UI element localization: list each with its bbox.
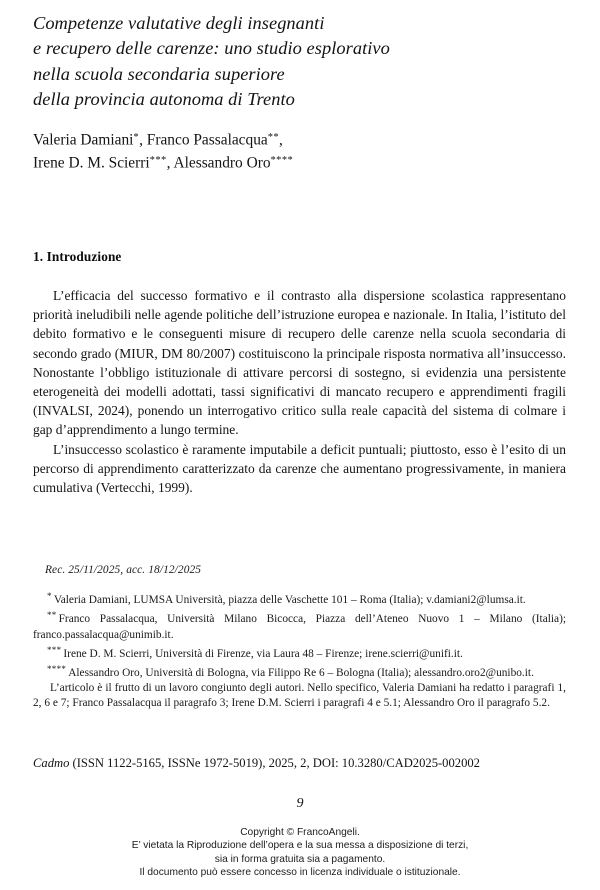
footnote-text-3: Irene D. M. Scierri, Università di Firenze, via Laura 48 – Firenze; irene.scierri@unifi.it. <box>63 647 463 660</box>
author-footnote-mark-4: **** <box>270 155 294 166</box>
footnote-mark-1: * <box>47 591 52 601</box>
author-separator-1: , <box>139 131 147 149</box>
copyright-line-3: sia in forma gratuita sia a pagamento. <box>214 853 386 865</box>
author-separator-2: , <box>166 154 174 172</box>
footnote-text-2: Franco Passalacqua, Università Milano Bicocca, Piazza dell’Ateneo Nuovo 1 – Milano (Italia); franco.passalacqua@unimib.it. <box>33 613 566 641</box>
footnote-mark-3: *** <box>47 644 62 655</box>
article-title <box>33 11 567 113</box>
author-name-scierri: Irene D. M. Scierri <box>33 154 150 172</box>
page-number: 9 <box>296 796 304 811</box>
footnote-affiliation-4 <box>33 662 566 681</box>
footnote-contribution-note: L’articolo è il frutto di un lavoro congiunto degli autori. Nello specifico, Valeria Damiani ha redatto i paragrafi 1, 2, 6 e 7; Franco Passalacqua il paragrafo 3; Irene D.M. Scierri i paragrafi 4 e 5.1; Alessandro Oro il paragrafo 5.2. <box>33 682 566 710</box>
footnote-affiliation-1 <box>33 589 566 608</box>
copyright-line-1: Copyright © FrancoAngeli. <box>240 827 360 838</box>
title-line-2: e recupero delle carenze: uno studio esplorativo <box>33 38 390 59</box>
title-line-1: Competenze valutative degli insegnanti <box>33 13 325 33</box>
footnote-mark-2: ** <box>47 610 57 621</box>
footnote-block <box>33 589 566 712</box>
journal-citation <box>33 755 573 771</box>
author-name-passalacqua: Franco Passalacqua <box>146 131 268 149</box>
copyright-notice <box>0 826 600 880</box>
copyright-line-2: E’ vietata la Riproduzione dell’opera e la sua messa a disposizione di terzi, <box>131 840 469 852</box>
title-line-4: della provincia autonoma di Trento <box>33 89 295 110</box>
author-footnote-mark-2: ** <box>267 132 280 143</box>
footnote-text-4: Alessandro Oro, Università di Bologna, via Filippo Re 6 – Bologna (Italia); alessandro.oro2@unibo.it. <box>68 667 534 679</box>
body-paragraph-1: L’efficacia del successo formativo e il contrasto alla dispersione scolastica rappresentano priorità ineludibili nelle agende politiche dell’istruzione europea e nazionale. In Italia, l’istituto del debito formativo e le conseguenti misure di recupero delle carenze nella scuola secondaria di secondo grado (MIUR, DM 80/2007) costituiscono la principale risposta normativa all’insuccesso. Nonostante l’obbligo istituzionale di attivare percorsi di sostegno, si evidenzia una persistente eterogeneità dei modelli adottati, tassi significativi di mancato recupero e apprendimenti fragili (INVALSI, 2024), ponendo un interrogativo critico sulla reale capacità del sistema di colmare i gap d’apprendimento a lungo termine. <box>33 288 566 438</box>
author-line-2 <box>33 151 567 174</box>
body-text <box>33 286 566 497</box>
journal-name: Cadmo <box>33 756 70 770</box>
title-line-3: nella scuola secondaria superiore <box>33 63 285 84</box>
section-heading-introduzione: 1. Introduzione <box>33 249 122 264</box>
body-paragraph-2: L’insuccesso scolastico è raramente imputabile a deficit puntuali; piuttosto, esso è l’esito di un percorso di apprendimento caratterizzato da carenze che aumentano progressivamente, in maniera cumulativa (Vertecchi, 1999). <box>33 441 566 496</box>
author-footnote-mark-3: *** <box>149 155 167 166</box>
author-line-1-end: , <box>279 131 283 149</box>
footnote-affiliation-3 <box>33 643 566 662</box>
received-accepted-line: Rec. 25/11/2025, acc. 18/12/2025 <box>45 564 202 576</box>
author-name-oro: Alessandro Oro <box>173 154 271 172</box>
author-line-1 <box>33 128 567 151</box>
journal-citation-details: (ISSN 1122-5165, ISSNe 1972-5019), 2025, 2, DOI: 10.3280/CAD2025-002002 <box>69 756 480 770</box>
author-name-damiani: Valeria Damiani <box>33 131 134 149</box>
footnote-text-1: Valeria Damiani, LUMSA Università, piazza delle Vaschette 101 – Roma (Italia); v.damiani2@lumsa.it. <box>53 594 526 607</box>
author-footnote-mark-1: * <box>133 132 140 143</box>
copyright-line-4: Il documento può essere concesso in licenza individuale o istituzionale. <box>139 867 461 879</box>
footnote-affiliation-2 <box>33 608 566 642</box>
footnote-mark-4: **** <box>47 663 67 674</box>
author-list <box>33 128 567 174</box>
